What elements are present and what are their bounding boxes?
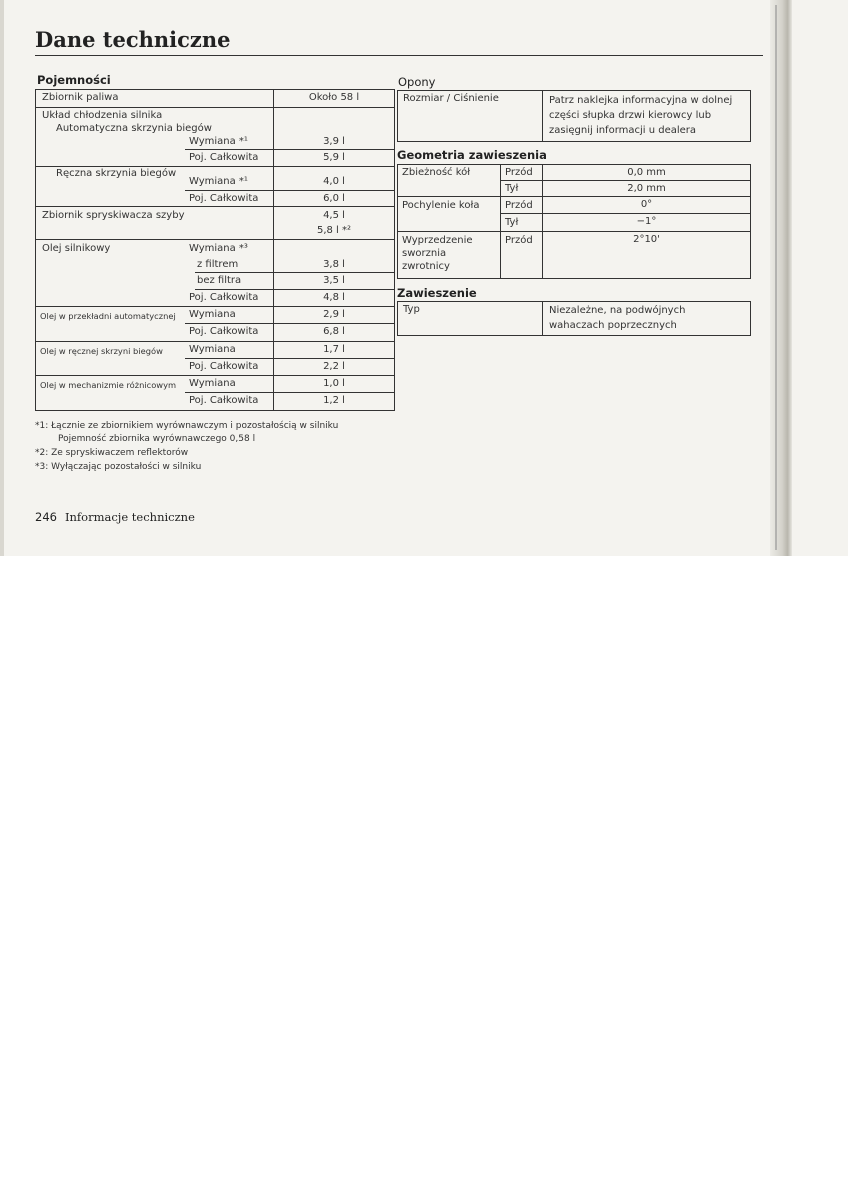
- footnote-3: *3: Wyłączając pozostałości w silniku: [35, 462, 202, 472]
- page-footer: [35, 510, 195, 524]
- manual-trans-oil-exchange-label: Wymiana: [189, 344, 236, 355]
- suspension-type-line-1: Niezależne, na podwójnych: [549, 305, 686, 316]
- capacities-heading: Pojemności: [37, 73, 111, 87]
- engine-oil-with-filter-label: z filtrem: [197, 259, 239, 270]
- toe-front-value: 0,0 mm: [627, 167, 666, 178]
- tires-heading: Opony: [398, 75, 436, 89]
- cooling-manual-label: Ręczna skrzynia biegów: [56, 168, 177, 179]
- fuel-tank-label: Zbiornik paliwa: [42, 92, 119, 103]
- camber-rear-value: −1°: [636, 216, 657, 227]
- manual-trans-oil-exchange-value: 1,7 l: [323, 344, 345, 355]
- cooling-auto-total-value: 5,9 l: [323, 152, 345, 163]
- diff-oil-total-value: 1,2 l: [323, 395, 345, 406]
- engine-oil-label: Olej silnikowy: [42, 243, 111, 254]
- cooling-manual-exchange-value: 4,0 l: [323, 176, 345, 187]
- tires-info-line-3: zasięgnij informacji u dealera: [549, 125, 697, 136]
- washer-value-2: 5,8 l *²: [316, 225, 352, 236]
- diff-oil-exchange-value: 1,0 l: [323, 378, 345, 389]
- geometry-heading: Geometria zawieszenia: [397, 148, 547, 162]
- page-edge-shadow: [0, 0, 4, 556]
- cooling-label: Układ chłodzenia silnika: [42, 110, 163, 121]
- engine-oil-without-filter-value: 3,5 l: [323, 275, 345, 286]
- auto-trans-oil-total-value: 6,8 l: [323, 326, 345, 337]
- diff-oil-total-label: Poj. Całkowita: [189, 395, 259, 406]
- auto-trans-oil-label: Olej w przekładni automatycznej: [40, 311, 176, 321]
- auto-trans-oil-exchange-value: 2,9 l: [323, 309, 345, 320]
- tires-info-line-1: Patrz naklejka informacyjna w dolnej: [549, 95, 733, 106]
- page-number: 246: [35, 510, 57, 524]
- caster-label-line-1: Wyprzedzenie: [402, 235, 473, 246]
- cooling-auto-exchange-value: 3,9 l: [323, 136, 345, 147]
- suspension-heading: Zawieszenie: [397, 286, 477, 300]
- caster-front-value: 2°10': [633, 234, 660, 245]
- cooling-auto-label: Automatyczna skrzynia biegów: [56, 123, 212, 134]
- suspension-type-label: Typ: [403, 304, 420, 315]
- cooling-auto-total-label: Poj. Całkowita: [189, 152, 259, 163]
- manual-trans-oil-total-label: Poj. Całkowita: [189, 361, 259, 372]
- washer-label: Zbiornik spryskiwacza szyby: [42, 210, 185, 221]
- toe-rear-label: Tył: [505, 183, 519, 194]
- book-spine-shadow: [770, 0, 792, 556]
- washer-value-1: 4,5 l: [323, 210, 345, 221]
- engine-oil-total-label: Poj. Całkowita: [189, 292, 259, 303]
- diff-oil-exchange-label: Wymiana: [189, 378, 236, 389]
- engine-oil-with-filter-value: 3,8 l: [323, 259, 345, 270]
- suspension-type-line-2: wahaczach poprzecznych: [549, 320, 677, 331]
- caster-label-line-3: zwrotnicy: [402, 261, 450, 272]
- cooling-auto-exchange-label: Wymiana *¹: [189, 136, 248, 147]
- manual-trans-oil-total-value: 2,2 l: [323, 361, 345, 372]
- manual-trans-oil-label: Olej w ręcznej skrzyni biegów: [40, 346, 163, 356]
- footnote-2: *2: Ze spryskiwaczem reflektorów: [35, 448, 189, 458]
- caster-front-label: Przód: [505, 235, 533, 246]
- book-spine-line: [775, 5, 777, 550]
- toe-label: Zbieżność kół: [402, 167, 471, 178]
- page-title: Dane techniczne: [35, 27, 231, 52]
- toe-front-label: Przód: [505, 167, 533, 178]
- camber-front-value: 0°: [640, 199, 653, 210]
- footer-section: Informacje techniczne: [64, 510, 195, 524]
- toe-rear-value: 2,0 mm: [627, 183, 666, 194]
- cooling-manual-exchange-label: Wymiana *¹: [189, 176, 248, 187]
- fuel-tank-value: Około 58 l: [308, 92, 360, 103]
- cooling-manual-total-label: Poj. Całkowita: [189, 193, 259, 204]
- title-rule: [35, 55, 763, 56]
- auto-trans-oil-total-label: Poj. Całkowita: [189, 326, 259, 337]
- engine-oil-total-value: 4,8 l: [323, 292, 345, 303]
- diff-oil-label: Olej w mechanizmie różnicowym: [40, 380, 177, 390]
- engine-oil-without-filter-label: bez filtra: [197, 275, 242, 286]
- auto-trans-oil-exchange-label: Wymiana: [189, 309, 236, 320]
- cooling-manual-total-value: 6,0 l: [323, 193, 345, 204]
- engine-oil-exchange-label: Wymiana *³: [189, 243, 248, 254]
- footnote-1: *1: Łącznie ze zbiornikiem wyrównawczym i pozostałością w silniku: [35, 421, 339, 431]
- footnote-1-continuation: Pojemność zbiornika wyrównawczego 0,58 l: [58, 434, 256, 444]
- tires-info-line-2: części słupka drzwi kierowcy lub: [549, 110, 712, 121]
- caster-label-line-2: sworznia: [402, 248, 447, 259]
- camber-rear-label: Tył: [505, 217, 519, 228]
- camber-label: Pochylenie koła: [402, 200, 480, 211]
- tires-label: Rozmiar / Ciśnienie: [403, 93, 499, 104]
- camber-front-label: Przód: [505, 200, 533, 211]
